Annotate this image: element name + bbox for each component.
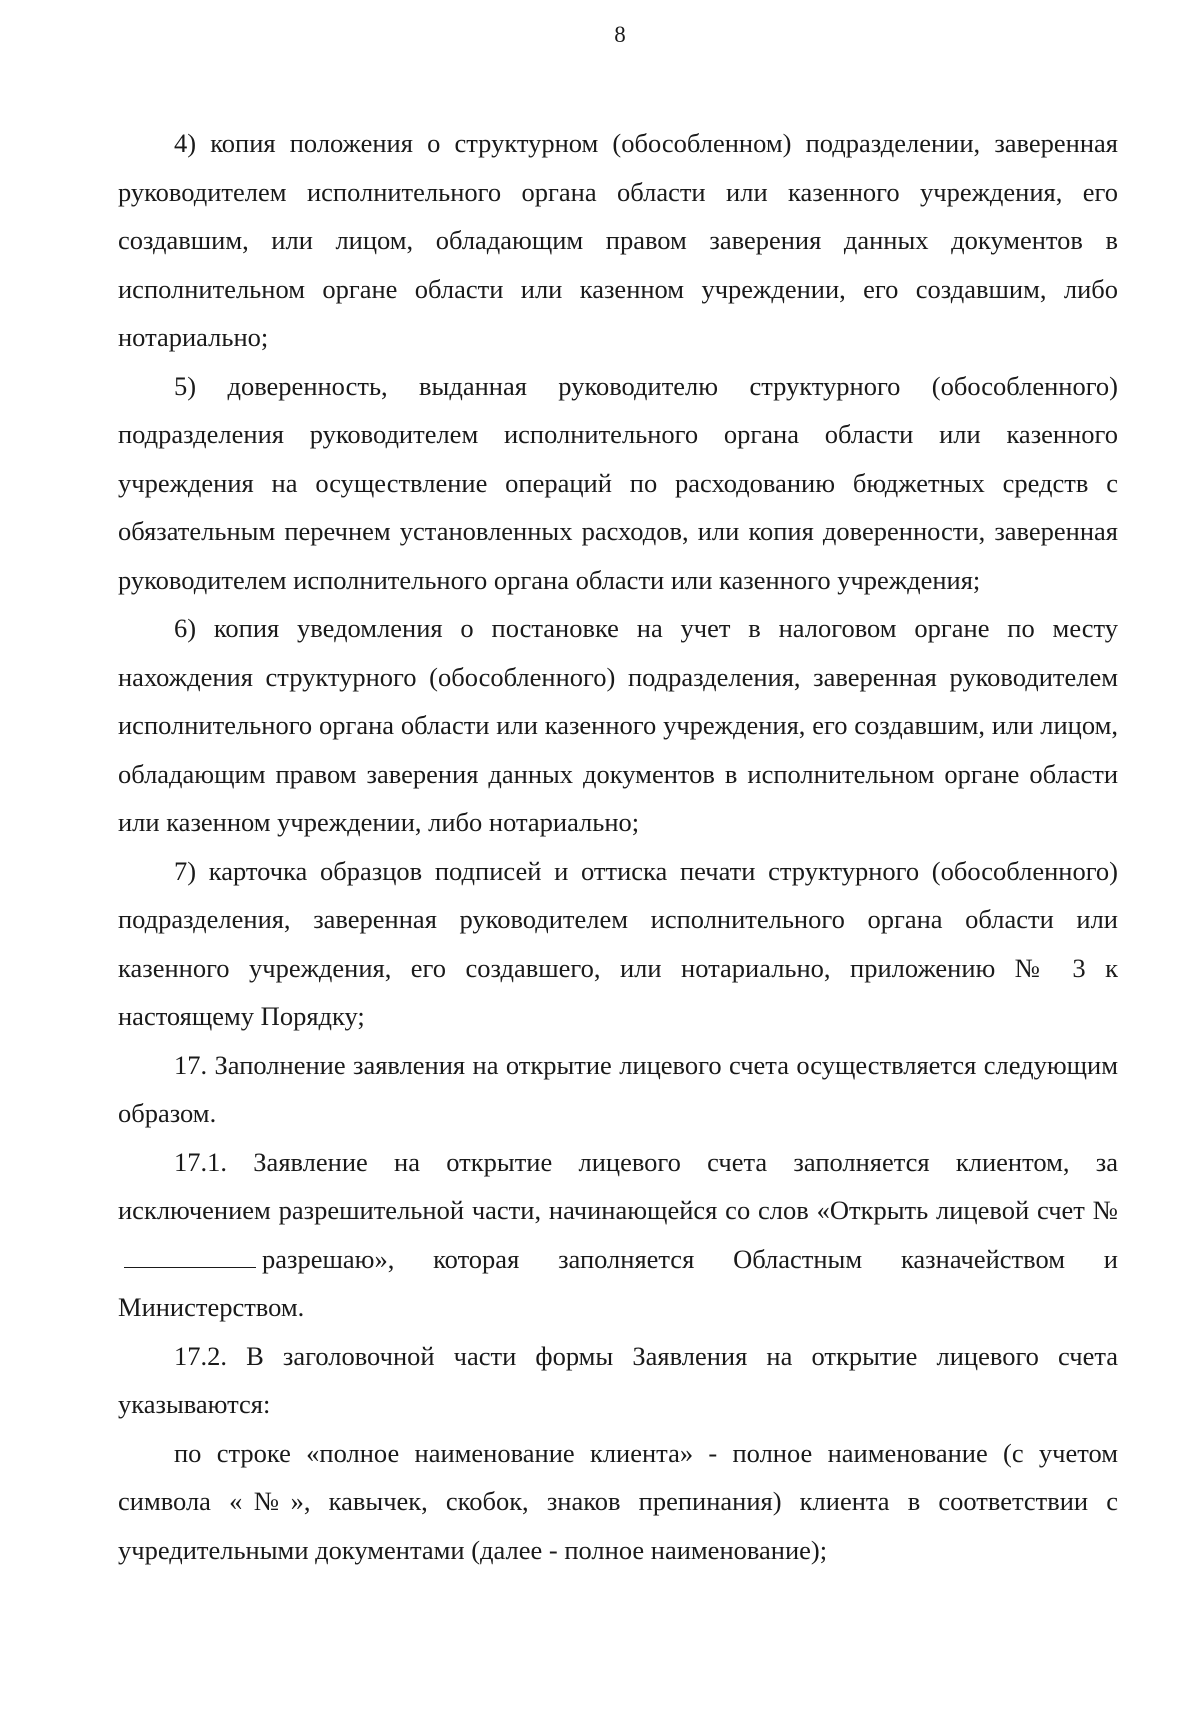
paragraph-17: 17. Заполнение заявления на открытие лицевого счета осуществляется следующим образом. — [118, 1049, 1118, 1128]
paragraph-item-5: 5) доверенность, выданная руководителю структурного (обособленного) подразделения руководителем исполнительного органа области или казенного учреждения на осуществление операций по расходованию бюджетных средств с обязательным перечнем установленных расходов, или копия доверенности, заверенная руководителем исполнительного органа области или казенного учреждения; — [118, 370, 1118, 595]
paragraph-17-1 — [118, 1138, 1118, 1332]
paragraph-item-6: 6) копия уведомления о постановке на учет в налоговом органе по месту нахождения структурного (обособленного) подразделения, заверенная руководителем исполнительного органа области или казенного учреждения, его создавшим, или лицом, обладающим правом заверения данных документов в исполнительном органе области или казенном учреждении, либо нотариально; — [118, 613, 1118, 837]
paragraph-17-1-text-after-blank: разрешаю», которая заполняется Областным казначейством и Министерством. — [118, 1243, 1118, 1322]
paragraph-full-name-row: по строке «полное наименование клиента» - полное наименование (с учетом символа «№», кавычек, скобок, знаков препинания) клиента в соответствии с учредительными документами (далее - полное наименование); — [118, 1437, 1118, 1565]
paragraph-17-1-text-before-blank: 17.1. Заявление на открытие лицевого счета заполняется клиентом, за исключением разрешительной части, начинающейся со слов «Открыть лицевой счет № — [118, 1146, 1118, 1225]
paragraph-item-4: 4) копия положения о структурном (обособленном) подразделении, заверенная руководителем исполнительного органа области или казенного учреждения, его создавшим, или лицом, обладающим правом заверения данных документов в исполнительном органе области или казенном учреждении, его создавшим, либо нотариально; — [118, 128, 1118, 352]
document-body — [118, 119, 1118, 1574]
paragraph-17-2: 17.2. В заголовочной части формы Заявления на открытие лицевого счета указываются: — [118, 1340, 1118, 1419]
page-number: 8 — [614, 22, 626, 47]
paragraph-item-7: 7) карточка образцов подписей и оттиска печати структурного (обособленного) подразделения, заверенная руководителем исполнительного органа области или казенного учреждения, его создавшего, или нотариально, приложению № 3 к настоящему Порядку; — [118, 855, 1118, 1031]
account-number-blank-line — [124, 1247, 256, 1268]
